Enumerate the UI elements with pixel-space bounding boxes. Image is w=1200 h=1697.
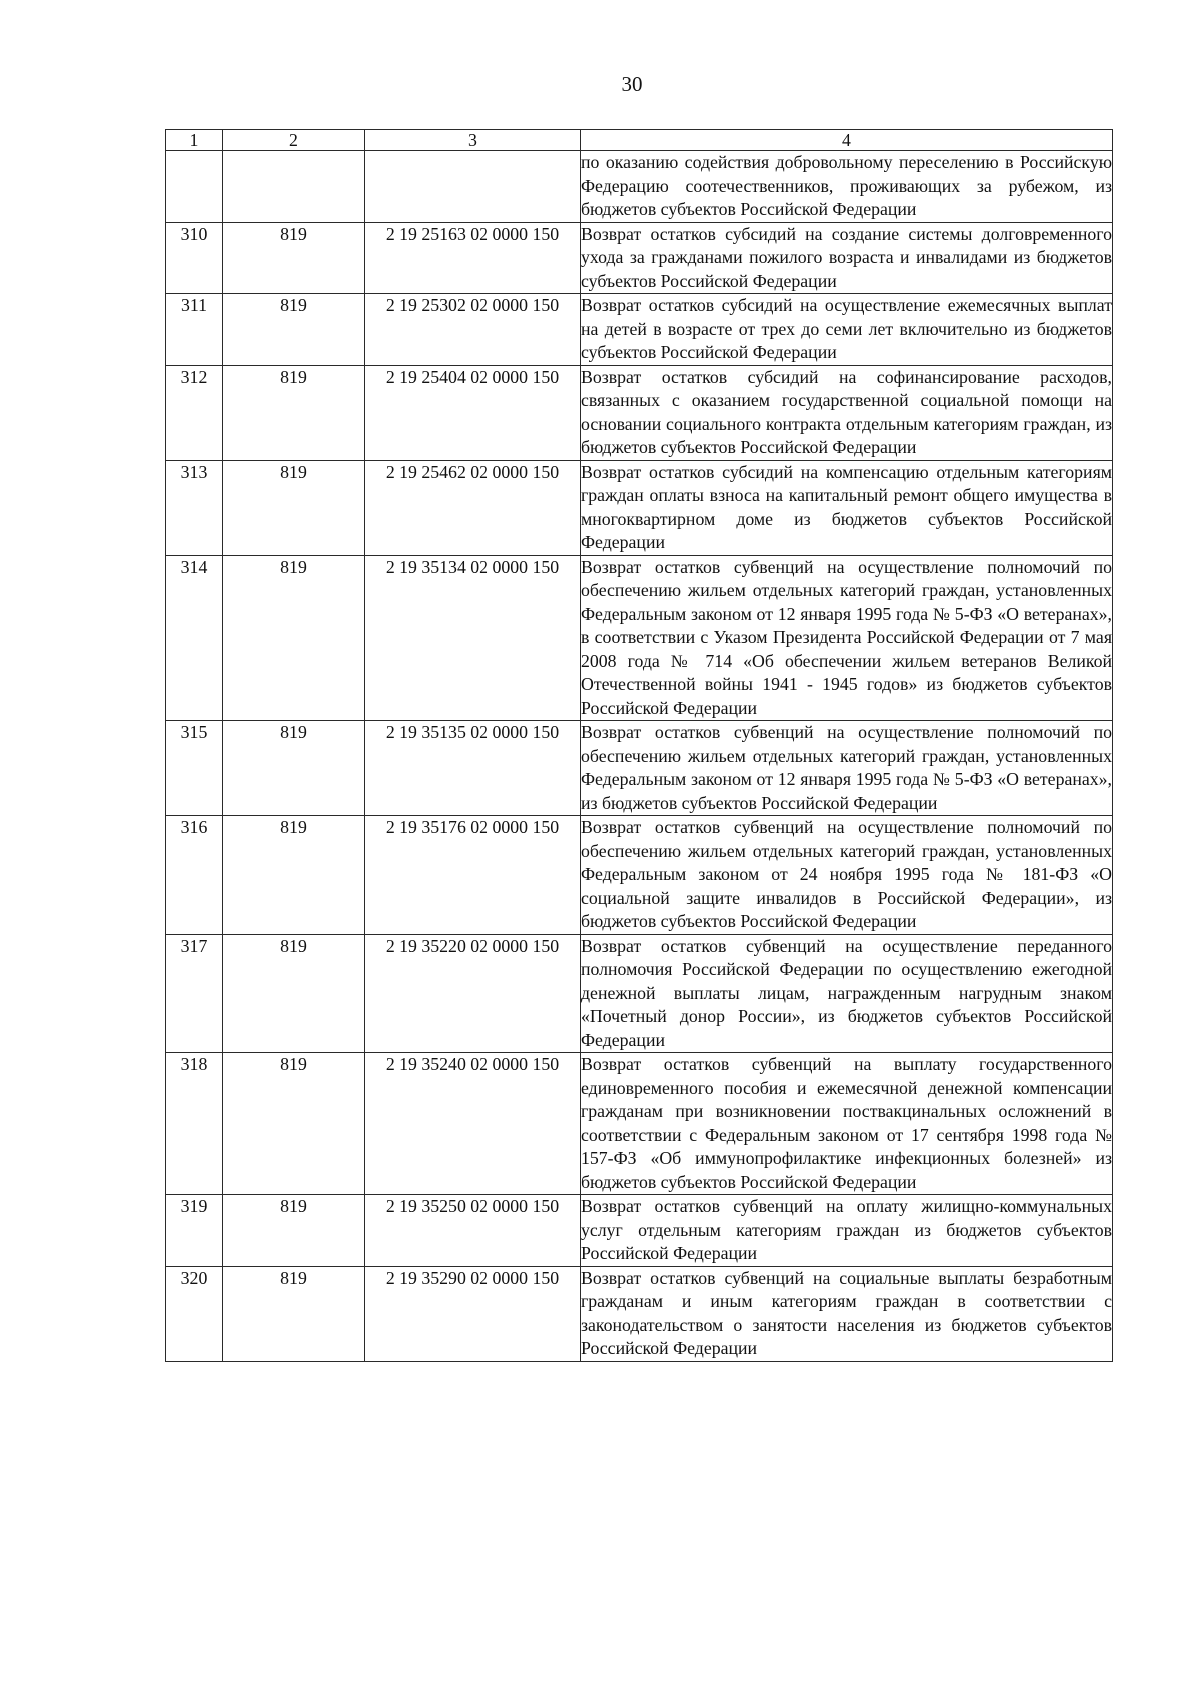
row-description: Возврат остатков субвенций на осуществление переданного полномочия Российской Федерации по осуществлению ежегодной денежной выплаты лицам, награжденным нагрудным знаком «Почетный донор России», из бюджетов субъектов Российской Федерации — [581, 934, 1113, 1053]
empty-cell — [223, 151, 365, 223]
continuation-row — [166, 151, 1113, 223]
row-number: 313 — [166, 460, 223, 555]
budget-code: 2 19 35250 02 0000 150 — [365, 1195, 581, 1267]
budget-code: 2 19 35176 02 0000 150 — [365, 816, 581, 935]
row-number: 317 — [166, 934, 223, 1053]
row-description: Возврат остатков субвенций на осуществление полномочий по обеспечению жильем отдельных категорий граждан, установленных Федеральным законом от 24 ноября 1995 года № 181-ФЗ «О социальной защите инвалидов в Российской Федерации», из бюджетов субъектов Российской Федерации — [581, 816, 1113, 935]
row-number: 320 — [166, 1266, 223, 1361]
header-col-1: 1 — [166, 130, 223, 151]
table-body — [166, 151, 1113, 1362]
table-row — [166, 1195, 1113, 1267]
header-col-4: 4 — [581, 130, 1113, 151]
empty-cell — [365, 151, 581, 223]
admin-code: 819 — [223, 222, 365, 294]
row-number: 311 — [166, 294, 223, 366]
row-number: 318 — [166, 1053, 223, 1195]
table-row — [166, 365, 1113, 460]
continuation-description: по оказанию содействия добровольному переселению в Российскую Федерацию соотечественников, проживающих за рубежом, из бюджетов субъектов Российской Федерации — [581, 151, 1113, 223]
row-number: 315 — [166, 721, 223, 816]
table-row — [166, 934, 1113, 1053]
admin-code: 819 — [223, 934, 365, 1053]
table-row — [166, 816, 1113, 935]
table-row — [166, 460, 1113, 555]
admin-code: 819 — [223, 816, 365, 935]
row-description: Возврат остатков субсидий на компенсацию отдельным категориям граждан оплаты взноса на капитальный ремонт общего имущества в многоквартирном доме из бюджетов субъектов Российской Федерации — [581, 460, 1113, 555]
budget-code: 2 19 35134 02 0000 150 — [365, 555, 581, 721]
admin-code: 819 — [223, 365, 365, 460]
budget-code: 2 19 25462 02 0000 150 — [365, 460, 581, 555]
budget-code: 2 19 35290 02 0000 150 — [365, 1266, 581, 1361]
row-description: Возврат остатков субвенций на социальные выплаты безработным гражданам и иным категориям граждан в соответствии с законодательством о занятости населения из бюджетов субъектов Российской Федерации — [581, 1266, 1113, 1361]
row-description: Возврат остатков субвенций на осуществление полномочий по обеспечению жильем отдельных категорий граждан, установленных Федеральным законом от 12 января 1995 года № 5-ФЗ «О ветеранах», в соответствии с Указом Президента Российской Федерации от 7 мая 2008 года № 714 «Об обеспечении жильем ветеранов Великой Отечественной войны 1941 - 1945 годов» из бюджетов субъектов Российской Федерации — [581, 555, 1113, 721]
row-description: Возврат остатков субвенций на выплату государственного единовременного пособия и ежемесячной денежной компенсации гражданам при возникновении поствакцинальных осложнений в соответствии с Федеральным законом от 17 сентября 1998 года № 157-ФЗ «Об иммунопрофилактике инфекционных болезней» из бюджетов субъектов Российской Федерации — [581, 1053, 1113, 1195]
empty-cell — [166, 151, 223, 223]
row-description: Возврат остатков субсидий на создание системы долговременного ухода за гражданами пожилого возраста и инвалидами из бюджетов субъектов Российской Федерации — [581, 222, 1113, 294]
table-row — [166, 222, 1113, 294]
budget-code: 2 19 35220 02 0000 150 — [365, 934, 581, 1053]
admin-code: 819 — [223, 1195, 365, 1267]
header-col-2: 2 — [223, 130, 365, 151]
table-row — [166, 294, 1113, 366]
budget-codes-table — [165, 129, 1113, 1362]
budget-code: 2 19 25302 02 0000 150 — [365, 294, 581, 366]
table-row — [166, 721, 1113, 816]
budget-code: 2 19 35135 02 0000 150 — [365, 721, 581, 816]
row-number: 319 — [166, 1195, 223, 1267]
row-description: Возврат остатков субсидий на осуществление ежемесячных выплат на детей в возрасте от трех до семи лет включительно из бюджетов субъектов Российской Федерации — [581, 294, 1113, 366]
admin-code: 819 — [223, 555, 365, 721]
admin-code: 819 — [223, 1266, 365, 1361]
row-number: 312 — [166, 365, 223, 460]
row-number: 316 — [166, 816, 223, 935]
row-description: Возврат остатков субвенций на осуществление полномочий по обеспечению жильем отдельных категорий граждан, установленных Федеральным законом от 12 января 1995 года № 5-ФЗ «О ветеранах», из бюджетов субъектов Российской Федерации — [581, 721, 1113, 816]
row-description: Возврат остатков субсидий на софинансирование расходов, связанных с оказанием государственной социальной помощи на основании социального контракта отдельным категориям граждан, из бюджетов субъектов Российской Федерации — [581, 365, 1113, 460]
page-number: 30 — [621, 72, 643, 96]
table-row — [166, 1053, 1113, 1195]
table-header — [166, 130, 1113, 151]
table-row — [166, 1266, 1113, 1361]
budget-code: 2 19 25163 02 0000 150 — [365, 222, 581, 294]
row-description: Возврат остатков субвенций на оплату жилищно-коммунальных услуг отдельным категориям граждан из бюджетов субъектов Российской Федерации — [581, 1195, 1113, 1267]
admin-code: 819 — [223, 721, 365, 816]
budget-code: 2 19 35240 02 0000 150 — [365, 1053, 581, 1195]
row-number: 310 — [166, 222, 223, 294]
table-row — [166, 555, 1113, 721]
header-col-3: 3 — [365, 130, 581, 151]
admin-code: 819 — [223, 1053, 365, 1195]
admin-code: 819 — [223, 460, 365, 555]
budget-code: 2 19 25404 02 0000 150 — [365, 365, 581, 460]
header-row — [166, 130, 1113, 151]
row-number: 314 — [166, 555, 223, 721]
admin-code: 819 — [223, 294, 365, 366]
